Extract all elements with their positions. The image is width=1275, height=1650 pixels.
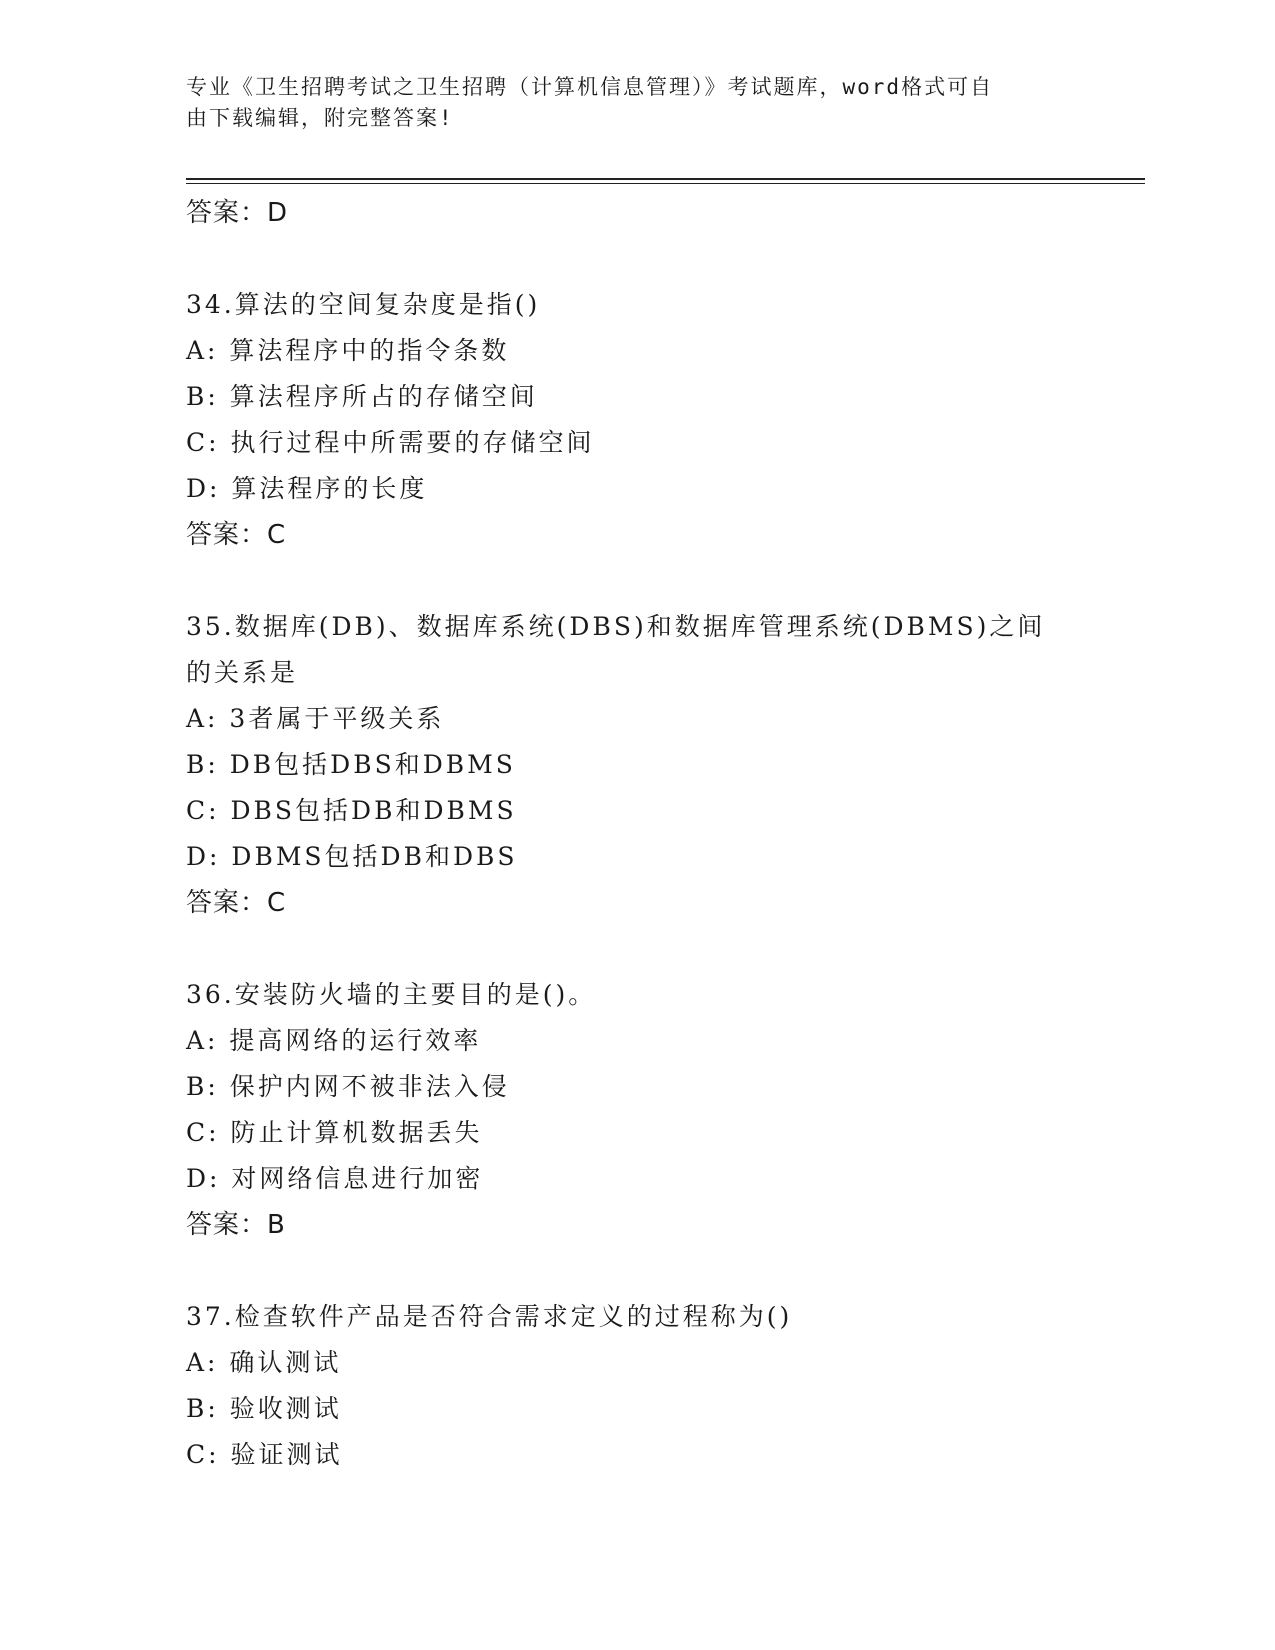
question-36 [186,972,1086,1248]
header-line-2: 由下载编辑，附完整答案! [186,106,454,130]
header-line-1: 专业《卫生招聘考试之卫生招聘（计算机信息管理）》考试题库，word格式可自 [186,75,994,99]
question-text: 34.算法的空间复杂度是指() [186,290,541,319]
question-text: 37.检查软件产品是否符合需求定义的过程称为() [186,1302,793,1331]
question-34 [186,282,1086,558]
option-b: B: 验收测试 [186,1394,342,1423]
question-list [186,190,1086,1478]
option-c: C: 验证测试 [186,1440,343,1469]
spacer [186,236,1086,282]
question-35 [186,604,1086,926]
option-a: A: 算法程序中的指令条数 [186,336,510,365]
question-37 [186,1294,1086,1478]
answer-line: 答案：B [186,1210,286,1240]
option-d: D: 算法程序的长度 [186,474,428,503]
option-d: D: 对网络信息进行加密 [186,1164,484,1193]
spacer [186,558,1086,604]
spacer [186,1248,1086,1294]
header-divider-bottom [186,183,1145,184]
answer-line: 答案：D [186,198,289,228]
option-a: A: 提高网络的运行效率 [186,1026,482,1055]
option-b: B: 算法程序所占的存储空间 [186,382,538,411]
document-header [186,72,1066,134]
option-b: B: DB包括DBS和DBMS [186,750,516,779]
question-text: 35.数据库(DB)、数据库系统(DBS)和数据库管理系统(DBMS)之间的关系是 [186,612,1046,687]
option-a: A: 确认测试 [186,1348,342,1377]
option-c: C: DBS包括DB和DBMS [186,796,517,825]
option-d: D: DBMS包括DB和DBS [186,842,518,871]
spacer [186,926,1086,972]
option-c: C: 执行过程中所需要的存储空间 [186,428,595,457]
header-divider-top [186,178,1145,180]
option-c: C: 防止计算机数据丢失 [186,1118,483,1147]
answer-line: 答案：C [186,888,287,918]
option-b: B: 保护内网不被非法入侵 [186,1072,510,1101]
option-a: A: 3者属于平级关系 [186,704,445,733]
question-text: 36.安装防火墙的主要目的是()。 [186,980,597,1009]
answer-line: 答案：C [186,520,287,550]
